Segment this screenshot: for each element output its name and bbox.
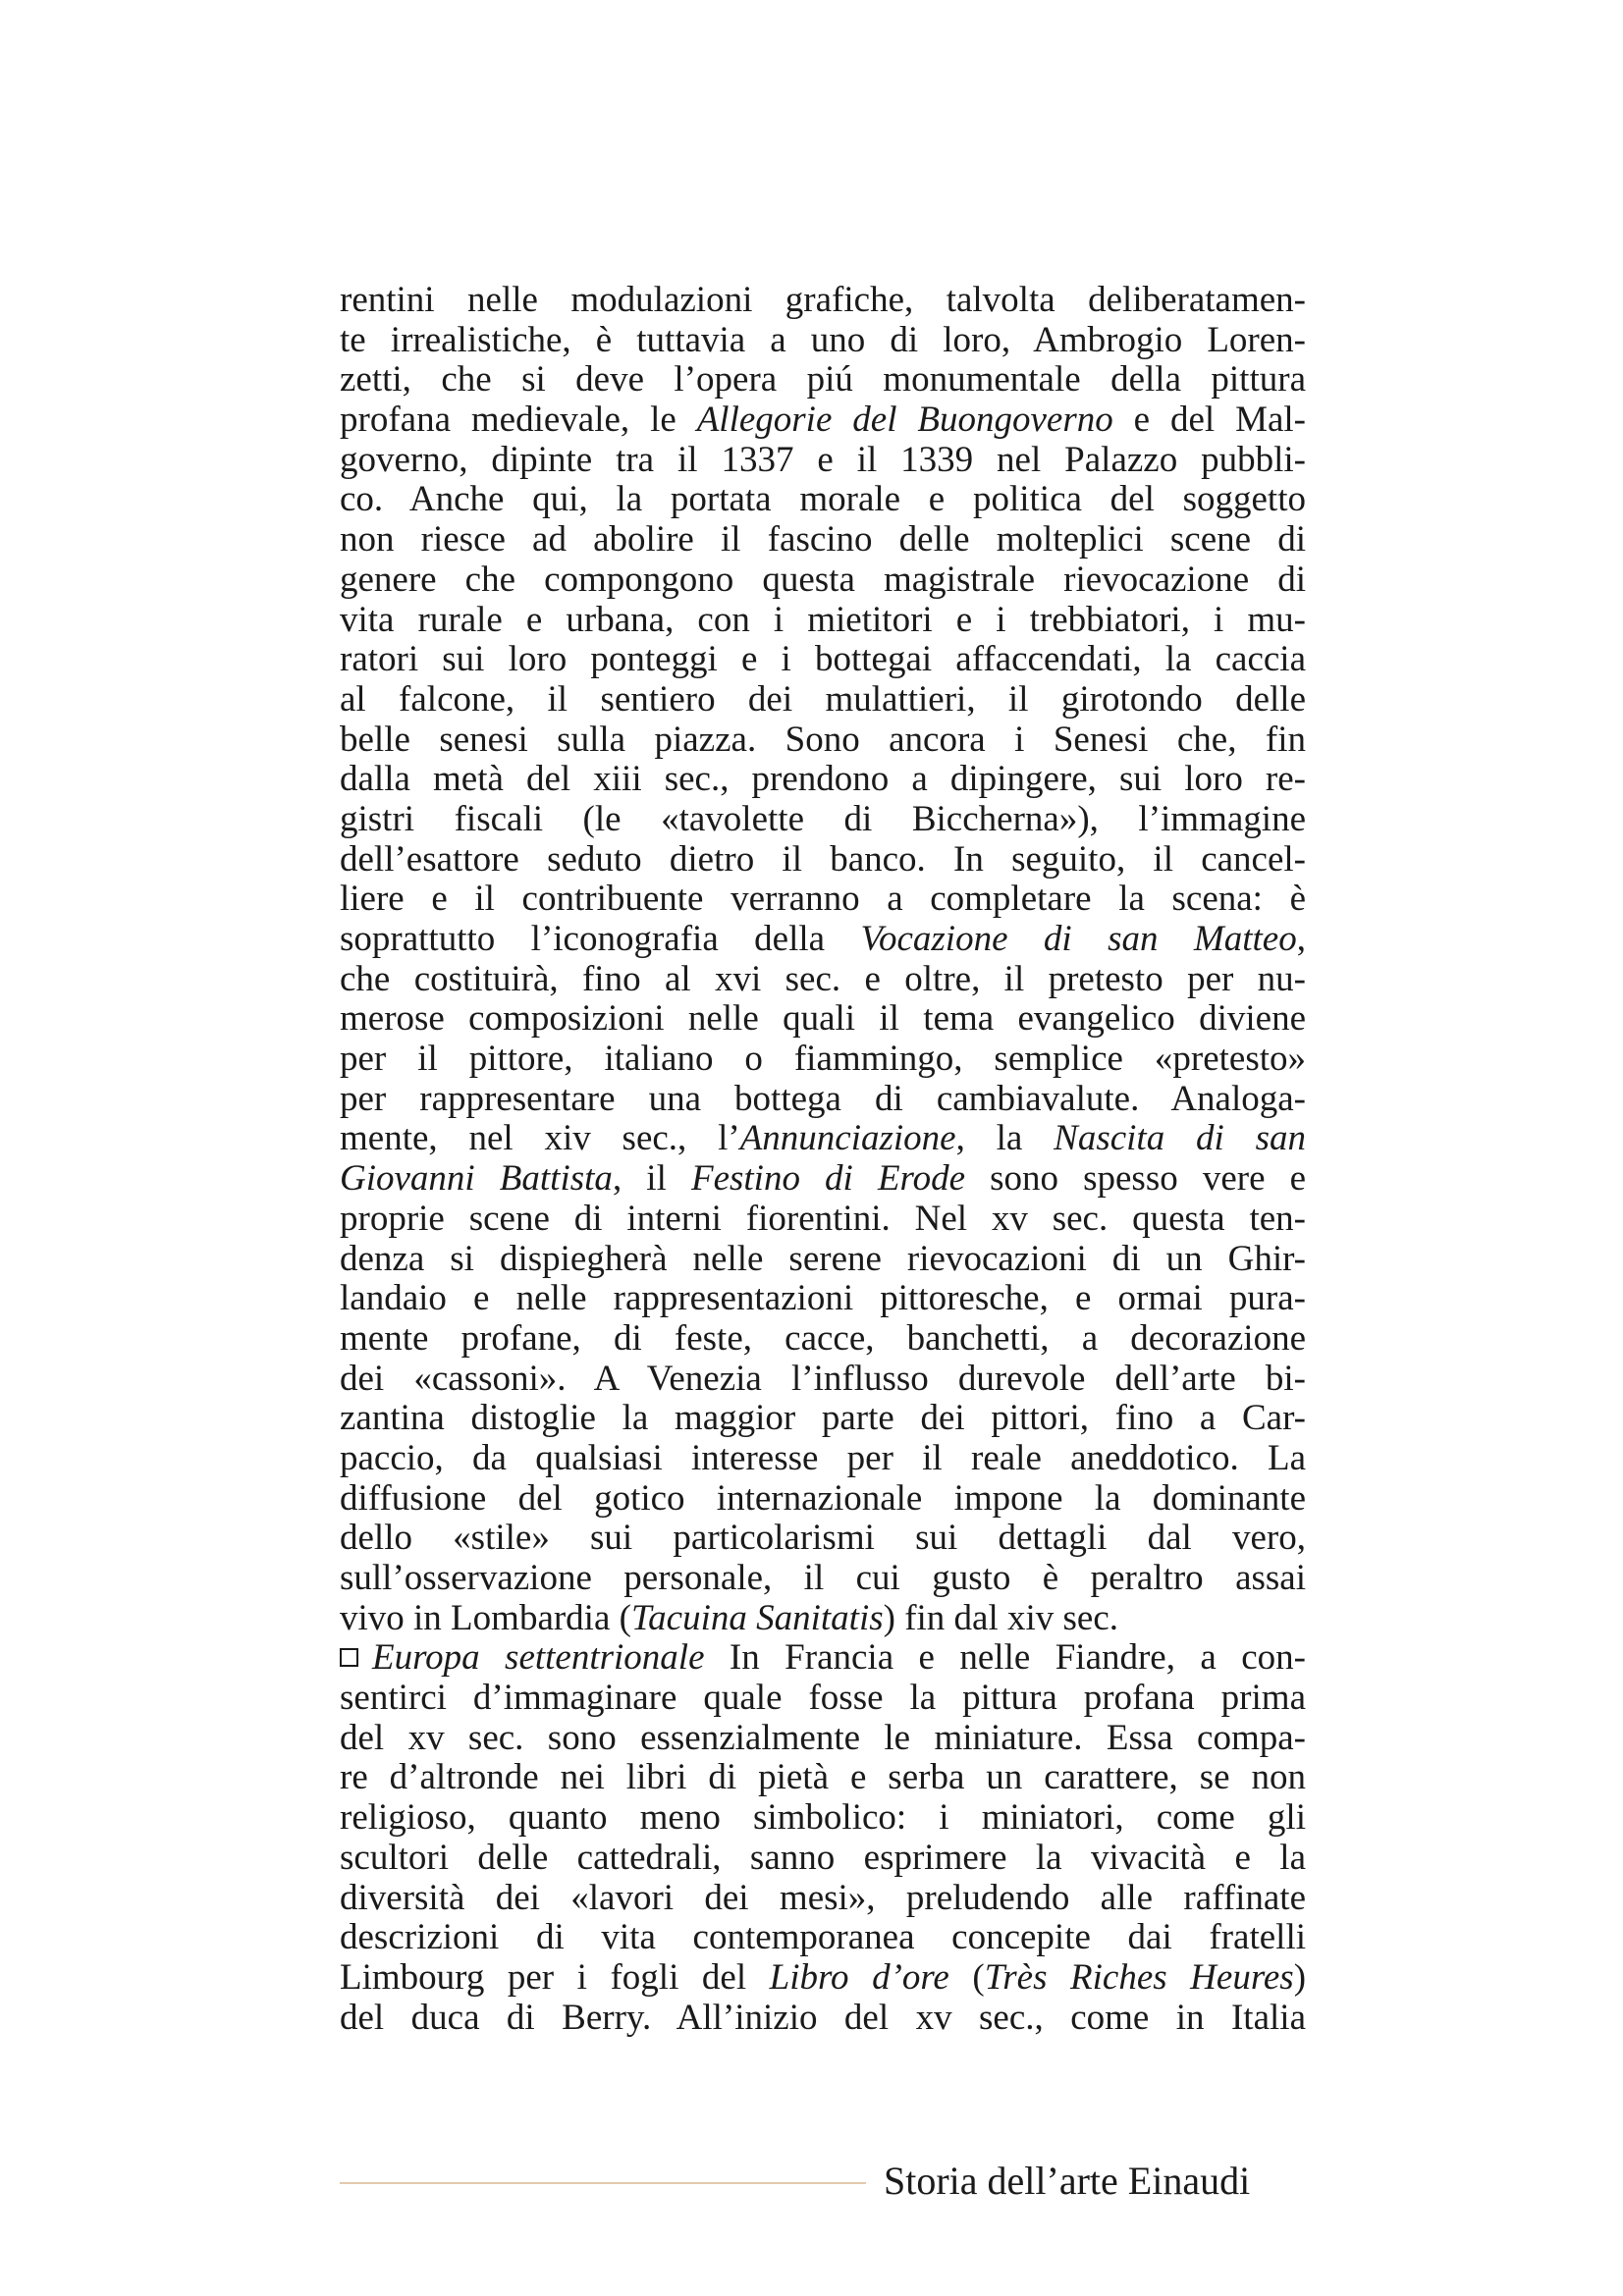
text-line (340, 1719, 1306, 1759)
text-line (340, 1159, 1306, 1200)
italic-title: Tacuina Sanitatis (630, 1597, 884, 1638)
footer-rule (340, 2182, 866, 2184)
text-segment: religioso, quanto meno simbolico: i miniatori, come gli (340, 1797, 1306, 1839)
italic-title: Giovanni Battista (340, 1158, 613, 1200)
text-line (340, 680, 1306, 721)
text-line (340, 999, 1306, 1040)
text-line (340, 1798, 1306, 1839)
text-segment: belle senesi sulla piazza. Sono ancora i Senesi che, fin (340, 719, 1306, 760)
text-line (340, 1279, 1306, 1319)
text-line (340, 760, 1306, 800)
text-segment: In Francia e nelle Fiandre, a con- (704, 1637, 1306, 1679)
text-segment: che costituirà, fino al xvi sec. e oltre, il pretesto per nu- (340, 958, 1306, 999)
text-segment: zantina distoglie la maggior parte dei pittori, fino a Car- (340, 1398, 1306, 1439)
text-line (340, 1080, 1306, 1120)
text-segment: co. Anche qui, la portata morale e politica del soggetto (340, 479, 1306, 520)
text-segment: governo, dipinte tra il 1337 e il 1339 nel Palazzo pubbli- (340, 439, 1306, 480)
italic-title: Allegorie del Buongoverno (696, 400, 1113, 441)
text-segment: del duca di Berry. All’inizio del xv sec., come in Italia (340, 1997, 1306, 2038)
text-line (340, 1958, 1306, 1999)
italic-title: Festino di Erode (690, 1158, 965, 1200)
text-segment: , il (612, 1158, 691, 1200)
text-line (340, 1679, 1306, 1719)
body-text (340, 281, 1306, 2038)
text-segment: per rappresentare una bottega di cambiavalute. Analoga- (340, 1078, 1306, 1119)
text-line (340, 281, 1306, 321)
text-segment: sono spesso vere e (965, 1158, 1307, 1200)
text-line (340, 960, 1306, 1000)
text-segment: dell’esattore seduto dietro il banco. In seguito, il cancel- (340, 838, 1306, 880)
text-line (340, 1040, 1306, 1080)
text-segment: rentini nelle modulazioni grafiche, talvolta deliberatamen- (340, 280, 1306, 320)
italic-title: Europa settentrionale (372, 1637, 705, 1679)
text-line (340, 601, 1306, 641)
text-segment: genere che compongono questa magistrale rievocazione di (340, 559, 1306, 600)
section-square-icon (340, 1648, 358, 1667)
text-line (340, 640, 1306, 680)
text-line (340, 1360, 1306, 1400)
text-segment: vivo in Lombardia ( (340, 1597, 631, 1638)
text-segment: sentirci d’immaginare quale fosse la pittura profana prima (340, 1678, 1306, 1719)
text-segment: paccio, da qualsiasi interesse per il reale aneddotico. La (340, 1437, 1306, 1478)
text-segment: del xv sec. sono essenzialmente le miniature. Essa compa- (340, 1717, 1306, 1758)
text-segment: diversità dei «lavori dei mesi», preludendo alle raffinate (340, 1877, 1306, 1918)
text-segment: landaio e nelle rappresentazioni pittoresche, e ormai pura- (340, 1278, 1306, 1319)
text-segment: dalla metà del xiii sec., prendono a dipingere, sui loro re- (340, 759, 1306, 800)
text-line (340, 1479, 1306, 1520)
text-line (340, 1758, 1306, 1798)
text-line (340, 1599, 1306, 1639)
text-line (340, 360, 1306, 400)
text-line (340, 1879, 1306, 1919)
text-segment: diffusione del gotico internazionale impone la dominante (340, 1477, 1306, 1519)
italic-title: Nascita di san (1054, 1118, 1306, 1159)
italic-title: Très Riches Heures (984, 1956, 1294, 1998)
text-line (340, 1638, 1306, 1679)
text-segment: soprattutto l’iconografia della (340, 919, 861, 959)
text-line (340, 1839, 1306, 1879)
text-segment: al falcone, il sentiero dei mulattieri, il girotondo delle (340, 678, 1306, 720)
footer-title: Storia dell’arte Einaudi (884, 2159, 1251, 2203)
text-segment: ) (1293, 1956, 1307, 1998)
text-segment: te irrealistiche, è tuttavia a uno di loro, Ambrogio Loren- (340, 319, 1306, 360)
text-line (340, 800, 1306, 840)
text-segment: ) fin dal xiv sec. (883, 1597, 1119, 1638)
text-line (340, 480, 1306, 520)
text-line (340, 880, 1306, 920)
text-line (340, 840, 1306, 881)
text-line (340, 1200, 1306, 1240)
text-segment: mente profane, di feste, cacce, banchetti, a decorazione (340, 1317, 1306, 1359)
text-line (340, 561, 1306, 601)
text-segment: descrizioni di vita contemporanea concepite dai fratelli (340, 1917, 1306, 1958)
text-line (340, 400, 1306, 441)
italic-title: Libro d’ore (769, 1956, 949, 1998)
text-line (340, 1399, 1306, 1439)
text-segment: gistri fiscali (le «tavolette di Biccherna»), l’immagine (340, 798, 1306, 839)
text-segment: dello «stile» sui particolarismi sui dettagli dal vero, (340, 1518, 1306, 1559)
text-segment: sull’osservazione personale, il cui gusto è peraltro assai (340, 1558, 1306, 1598)
text-line (340, 1240, 1306, 1280)
text-line (340, 1319, 1306, 1360)
text-segment: liere e il contribuente verranno a completare la scena: è (340, 879, 1306, 920)
text-line (340, 441, 1306, 481)
text-segment: non riesce ad abolire il fascino delle molteplici scene di (340, 519, 1306, 561)
text-segment: proprie scene di interni fiorentini. Nel xv sec. questa ten- (340, 1198, 1306, 1239)
text-segment: , la (955, 1118, 1055, 1159)
text-segment: Limbourg per i fogli del (340, 1956, 770, 1998)
text-segment: ratori sui loro ponteggi e i bottegai affaccendati, la caccia (340, 639, 1306, 680)
text-segment: merose composizioni nelle quali il tema evangelico diviene (340, 998, 1306, 1040)
text-line (340, 321, 1306, 361)
text-segment: per il pittore, italiano o fiammingo, semplice «pretesto» (340, 1039, 1306, 1080)
text-segment: mente, nel xiv sec., l’ (340, 1118, 740, 1159)
text-line (340, 520, 1306, 561)
text-line (340, 920, 1306, 960)
text-segment: , (1296, 919, 1306, 959)
text-line (340, 1519, 1306, 1559)
italic-title: Vocazione di san Matteo (860, 919, 1297, 959)
text-segment: scultori delle cattedrali, sanno esprimere la vivacità e la (340, 1837, 1306, 1878)
italic-title: Annunciazione (739, 1118, 956, 1159)
text-segment: re d’altronde nei libri di pietà e serba un carattere, se non (340, 1757, 1306, 1798)
text-segment: e del Mal- (1112, 400, 1306, 441)
text-segment: zetti, che si deve l’opera piú monumentale della pittura (340, 359, 1306, 400)
text-line (340, 721, 1306, 761)
text-line (340, 1999, 1306, 2039)
text-line (340, 1559, 1306, 1599)
text-line (340, 1119, 1306, 1159)
text-line (340, 1439, 1306, 1479)
text-segment: vita rurale e urbana, con i mietitori e i trebbiatori, i mu- (340, 599, 1306, 640)
text-segment: profana medievale, le (340, 400, 697, 441)
text-segment: dei «cassoni». A Venezia l’influsso durevole dell’arte bi- (340, 1358, 1306, 1399)
text-line (340, 1918, 1306, 1958)
text-segment: ( (948, 1956, 985, 1998)
text-segment: denza si dispiegherà nelle serene rievocazioni di un Ghir- (340, 1238, 1306, 1279)
